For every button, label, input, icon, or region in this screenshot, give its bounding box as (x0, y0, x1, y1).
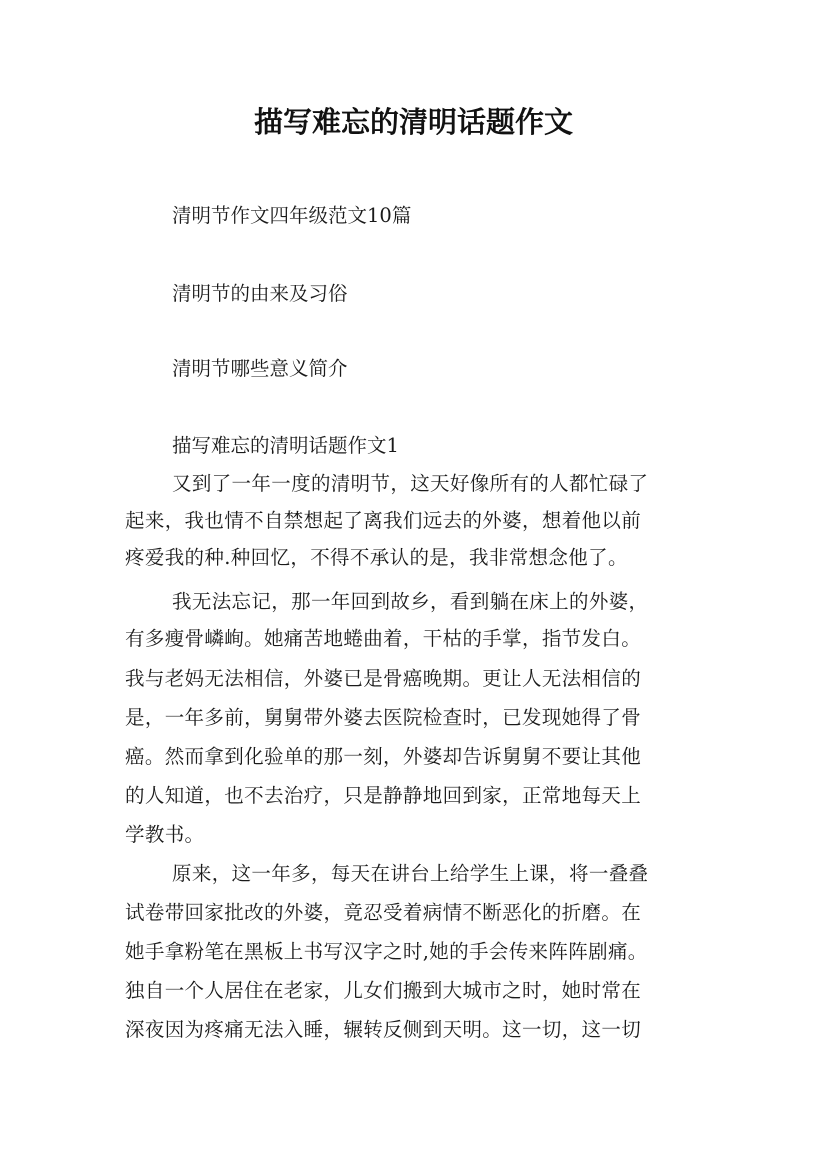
paragraph-line: 癌。然而拿到化验单的那一刻，外婆却告诉舅舅不要让其他 (125, 745, 642, 768)
paragraph-line: 我与老妈无法相信，外婆已是骨癌晚期。更让人无法相信的 (125, 667, 642, 690)
toc-item: 清明节哪些意义简介 (172, 357, 348, 380)
toc-item: 清明节的由来及习俗 (172, 282, 348, 305)
paragraph-line: 起来，我也情不自禁想起了离我们远去的外婆，想着他以前 (125, 509, 642, 532)
paragraph-line: 她手拿粉笔在黑板上书写汉字之时,她的手会传来阵阵剧痛。 (125, 940, 648, 963)
paragraph-line: 又到了一年一度的清明节，这天好像所有的人都忙碌了 (172, 472, 649, 495)
paragraph-line: 是，一年多前，舅舅带外婆去医院检查时，已发现她得了骨 (125, 706, 642, 729)
paragraph-line: 原来，这一年多，每天在讲台上给学生上课，将一叠叠 (172, 862, 649, 885)
paragraph-line: 学教书。 (125, 823, 205, 846)
paragraph-line: 有多瘦骨嶙峋。她痛苦地蜷曲着，干枯的手掌，指节发白。 (125, 627, 642, 650)
paragraph-line: 试卷带回家批改的外婆，竟忍受着病情不断恶化的折磨。在 (125, 901, 642, 924)
toc-item: 清明节作文四年级范文10篇 (172, 204, 412, 227)
paragraph-line: 的人知道，也不去治疗，只是静静地回到家，正常地每天上 (125, 784, 642, 807)
document-title: 描写难忘的清明话题作文 (253, 105, 573, 139)
paragraph-line: 我无法忘记，那一年回到故乡，看到躺在床上的外婆， (172, 590, 649, 613)
paragraph-line: 疼爱我的种.种回忆，不得不承认的是，我非常想念他了。 (125, 546, 628, 569)
paragraph-line: 深夜因为疼痛无法入睡，辗转反侧到天明。这一切，这一切 (125, 1018, 642, 1041)
section-heading: 描写难忘的清明话题作文1 (172, 434, 399, 457)
paragraph-line: 独自一个人居住在老家，儿女们搬到大城市之时，她时常在 (125, 979, 642, 1002)
